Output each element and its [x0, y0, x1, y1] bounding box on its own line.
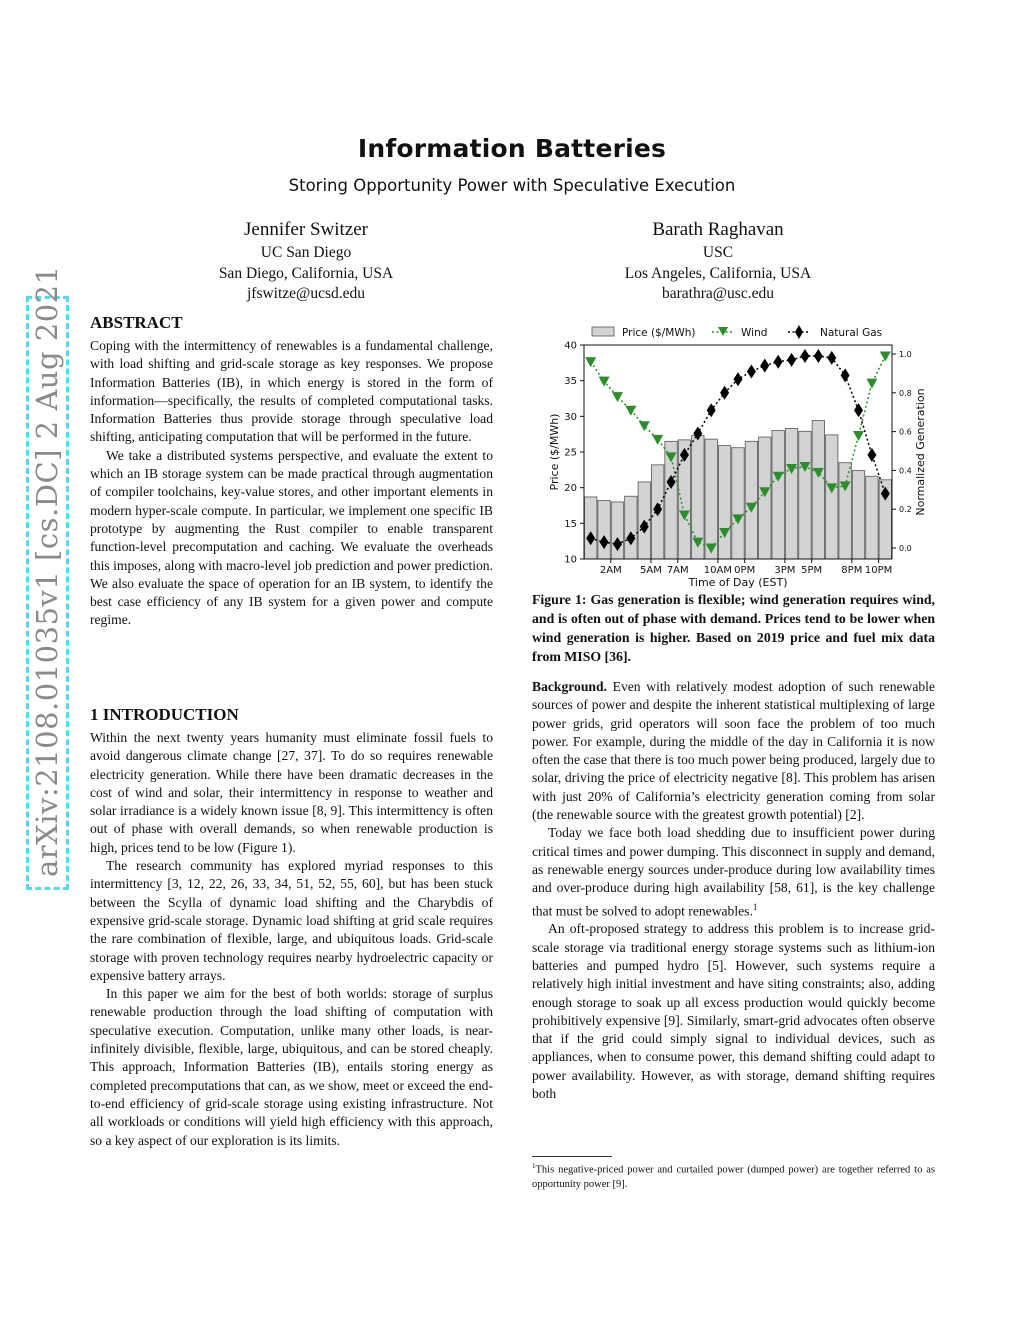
author-affiliation: USC [702, 244, 734, 261]
background-lead: Background. [532, 679, 607, 694]
x-tick-label: 10PM [864, 565, 893, 576]
wind-marker [639, 421, 650, 431]
x-tick-label: 5AM [640, 565, 662, 576]
y2-tick-label: 0.4 [899, 466, 912, 476]
arxiv-identifier[interactable]: arXiv:2108.01035v1 [cs.DC] 2 Aug 2021 [26, 296, 69, 890]
intro-paragraph-2: The research community has explored myriad responses to this intermittency [3, 12, 22, 26, 33, 34, 51, 52, 55, 60], but has been stuck between the Scylla of dynamic load shifting and the Charybdis of expensive grid-scale storage. Dynamic load shifting at grid scale requires the rare combination of flexible, large, and ubiquitous loads. Grid-scale storage with proven technology requires nearby hydroelectric capacity or expensive battery arrays. [90, 858, 493, 983]
price-bar [745, 441, 757, 559]
x-tick-label: 8PM [841, 565, 863, 576]
y2-tick-label: 1.0 [899, 350, 912, 359]
price-bar [852, 471, 864, 559]
x-tick-label: 3PM [774, 565, 796, 576]
figure-caption: Figure 1: Gas generation is flexible; wind generation requires wind, and is often out of phase with demand. Prices tend to be lower when wind generation is higher. Based on 2019 price and fuel mix data from MISO [36]. [532, 592, 935, 664]
footnote-rule [532, 1156, 612, 1157]
wind-marker [599, 377, 610, 387]
y2-tick-label: 0.0 [899, 544, 912, 553]
abstract-section [90, 313, 493, 630]
legend-price-label: Price ($/MWh) [622, 327, 696, 339]
author-location: San Diego, California, USA [218, 264, 394, 282]
y-tick-label: 25 [564, 447, 577, 459]
background-paragraph [532, 678, 935, 824]
footnote-marker[interactable]: 1 [752, 901, 758, 912]
footnote-text: This negative-priced power and curtailed power (dumped power) are together referred to as opportunity power [9]. [532, 1164, 935, 1190]
price-bar [866, 476, 878, 559]
right-paragraph-2 [532, 824, 935, 920]
legend-gas-label: Natural Gas [820, 327, 883, 339]
wind-marker [853, 431, 864, 441]
author-location: Los Angeles, California, USA [624, 264, 812, 282]
wind-marker [585, 357, 596, 367]
y-tick-label: 30 [564, 411, 577, 423]
author-affiliation: UC San Diego [260, 244, 352, 261]
price-bar [772, 431, 784, 559]
x-tick-label: 5PM [801, 565, 823, 576]
price-bar [826, 435, 838, 559]
y-tick-label: 15 [564, 518, 577, 530]
gas-marker [787, 353, 796, 367]
y-axis-label: Price ($/MWh) [548, 413, 561, 491]
legend-price-swatch [592, 327, 614, 336]
abstract-paragraph-1: Coping with the intermittency of renewables is a fundamental challenge, with load shifting and grid-scale storage as key responses. We propose Information Batteries (IB), in which energy is stored in the form of information—specifically, the results of completed computational tasks. Information Batteries thus provide storage through speculative load shifting, anticipating computation that will be performed in the future. [90, 338, 493, 445]
wind-marker [866, 379, 877, 389]
footnote [532, 1159, 935, 1192]
price-bar [799, 431, 811, 559]
paper-title: Information Batteries [357, 134, 667, 163]
intro-paragraph-3: In this paper we aim for the best of both worlds: storage of surplus renewable production through the load shifting of computation with speculative execution. Computation, unlike many other loads, is near-infinitely divisible, flexible, large, ubiquitous, and can be stored cheaply. This approach, Information Batteries (IB), entails storing energy as completed precomputations that can, as we show, meet or exceed the end-to-end efficiency of grid-scale storage using existing infrastructure. Not all workloads or conditions will yield high efficiency with this approach, so a key aspect of our exploration is its limits. [90, 986, 493, 1148]
gas-marker [841, 368, 850, 382]
y2-tick-label: 0.6 [899, 427, 912, 437]
x-tick-label: 10AM [703, 565, 733, 576]
y2-axis-label: Normalized Generation [914, 388, 927, 516]
author-email: barathra@usc.edu [662, 285, 774, 302]
price-bar [785, 428, 797, 559]
x-axis-label: Time of Day (EST) [688, 576, 788, 589]
price-bar [705, 439, 717, 559]
author-block-1 [176, 217, 436, 305]
author-name: Jennifer Switzer [244, 219, 368, 240]
right-paragraph-3: An oft-proposed strategy to address this problem is to increase grid-scale storage via traditional energy storage systems such as lithium-ion batteries and pumped hydro [5]. However, such systems require a relatively high initial investment and have siting constraints; also, adding enough storage to soak up all excess production would quickly become prohibitively expensive [9]. Similarly, smart-grid advocates often observe that if the grid could simply signal to individual devices, such as appliances, when to consume power, this demand shifting could adapt to power availability. However, as with storage, demand shifting requires both [532, 921, 935, 1102]
price-bar [718, 446, 730, 559]
figure-1-chart [532, 318, 942, 590]
price-bar [812, 421, 824, 559]
price-bar [625, 496, 637, 559]
author-email: jfswitze@ucsd.edu [246, 285, 365, 302]
gas-marker [854, 403, 863, 417]
x-tick-label: 0PM [734, 565, 756, 576]
wind-marker [880, 351, 891, 361]
right-column-body [532, 678, 935, 1103]
gas-marker [760, 359, 769, 373]
y-tick-label: 10 [564, 554, 577, 566]
gas-marker [800, 349, 809, 363]
intro-paragraph-1: Within the next twenty years humanity must eliminate fossil fuels to avoid dangerous climate change [27, 37]. To do so requires renewable electricity generation. While there have been dramatic decreases in the cost of wind and solar, their intermittency in response to weather and solar irradiance is a widely known issue [8, 9]. This intermittency is often out of phase with overall demands, so when renewable production is high, prices tend to be low (Figure 1). [90, 730, 493, 855]
abstract-heading: ABSTRACT [90, 313, 183, 332]
y2-tick-label: 0.8 [899, 388, 912, 398]
paper-subtitle: Storing Opportunity Power with Speculative Execution [288, 176, 736, 195]
y-tick-label: 40 [564, 340, 577, 352]
y-tick-label: 20 [564, 483, 577, 495]
introduction-section [90, 705, 493, 1150]
abstract-paragraph-2: We take a distributed systems perspective, and evaluate the extent to which an IB storage system can be made practical through augmentation of compiler toolchains, key-value stores, and other important elements in modern hyper-scale compute. In particular, we implement one specific IB prototype by augmenting the Rust compiler to enable transparent function-level precomputation and caching. We evaluate the overheads this imposes, along with macro-level job prediction and power prediction. We also evaluate the space of operation for an IB system, to identify the best case efficiency of any IB system for a given power and compute regime. [90, 447, 493, 628]
gas-marker [707, 403, 716, 417]
gas-marker [720, 386, 729, 400]
price-bar [598, 501, 610, 559]
right-paragraph-2-text: Today we face both load shedding due to insufficient power during critical times and power dumping. This disconnect in supply and demand, as renewable energy sources under-produce during low availability times and over-produce during high availability [58, 61], is the key challenge that must be solved to adopt renewables. [532, 825, 935, 919]
x-tick-label: 2AM [599, 565, 622, 576]
author-name: Barath Raghavan [652, 219, 784, 240]
gas-marker [867, 448, 876, 462]
background-text: Even with relatively modest adoption of such renewable sources of power and despite the inherent statistical multiplexing of large power grids, grid operators will soon face the problem of too much power. For example, during the middle of the day in California it is now often the case that there is too much power being produced, largely due to solar, driving the price of electricity negative [8]. This problem has arisen with just 20% of California’s electricity generation coming from solar (the renewable source with the greatest growth potential) [2]. [532, 679, 935, 823]
legend-wind-label: Wind [741, 327, 768, 339]
x-tick-label: 7AM [666, 565, 689, 576]
footnote-number: 1 [532, 1162, 536, 1170]
price-bar [732, 448, 744, 559]
y2-tick-label: 0.2 [899, 505, 912, 515]
gas-marker [774, 355, 783, 369]
gas-marker [734, 372, 743, 386]
gas-marker [827, 351, 836, 365]
author-block-2 [588, 217, 848, 305]
gas-marker [814, 349, 823, 363]
legend-gas-marker [795, 325, 803, 339]
gas-marker [747, 364, 756, 378]
price-bar [585, 497, 597, 559]
price-bar [839, 463, 851, 559]
introduction-heading: 1 INTRODUCTION [90, 705, 239, 724]
price-bar [759, 437, 771, 559]
y-tick-label: 35 [564, 376, 577, 388]
